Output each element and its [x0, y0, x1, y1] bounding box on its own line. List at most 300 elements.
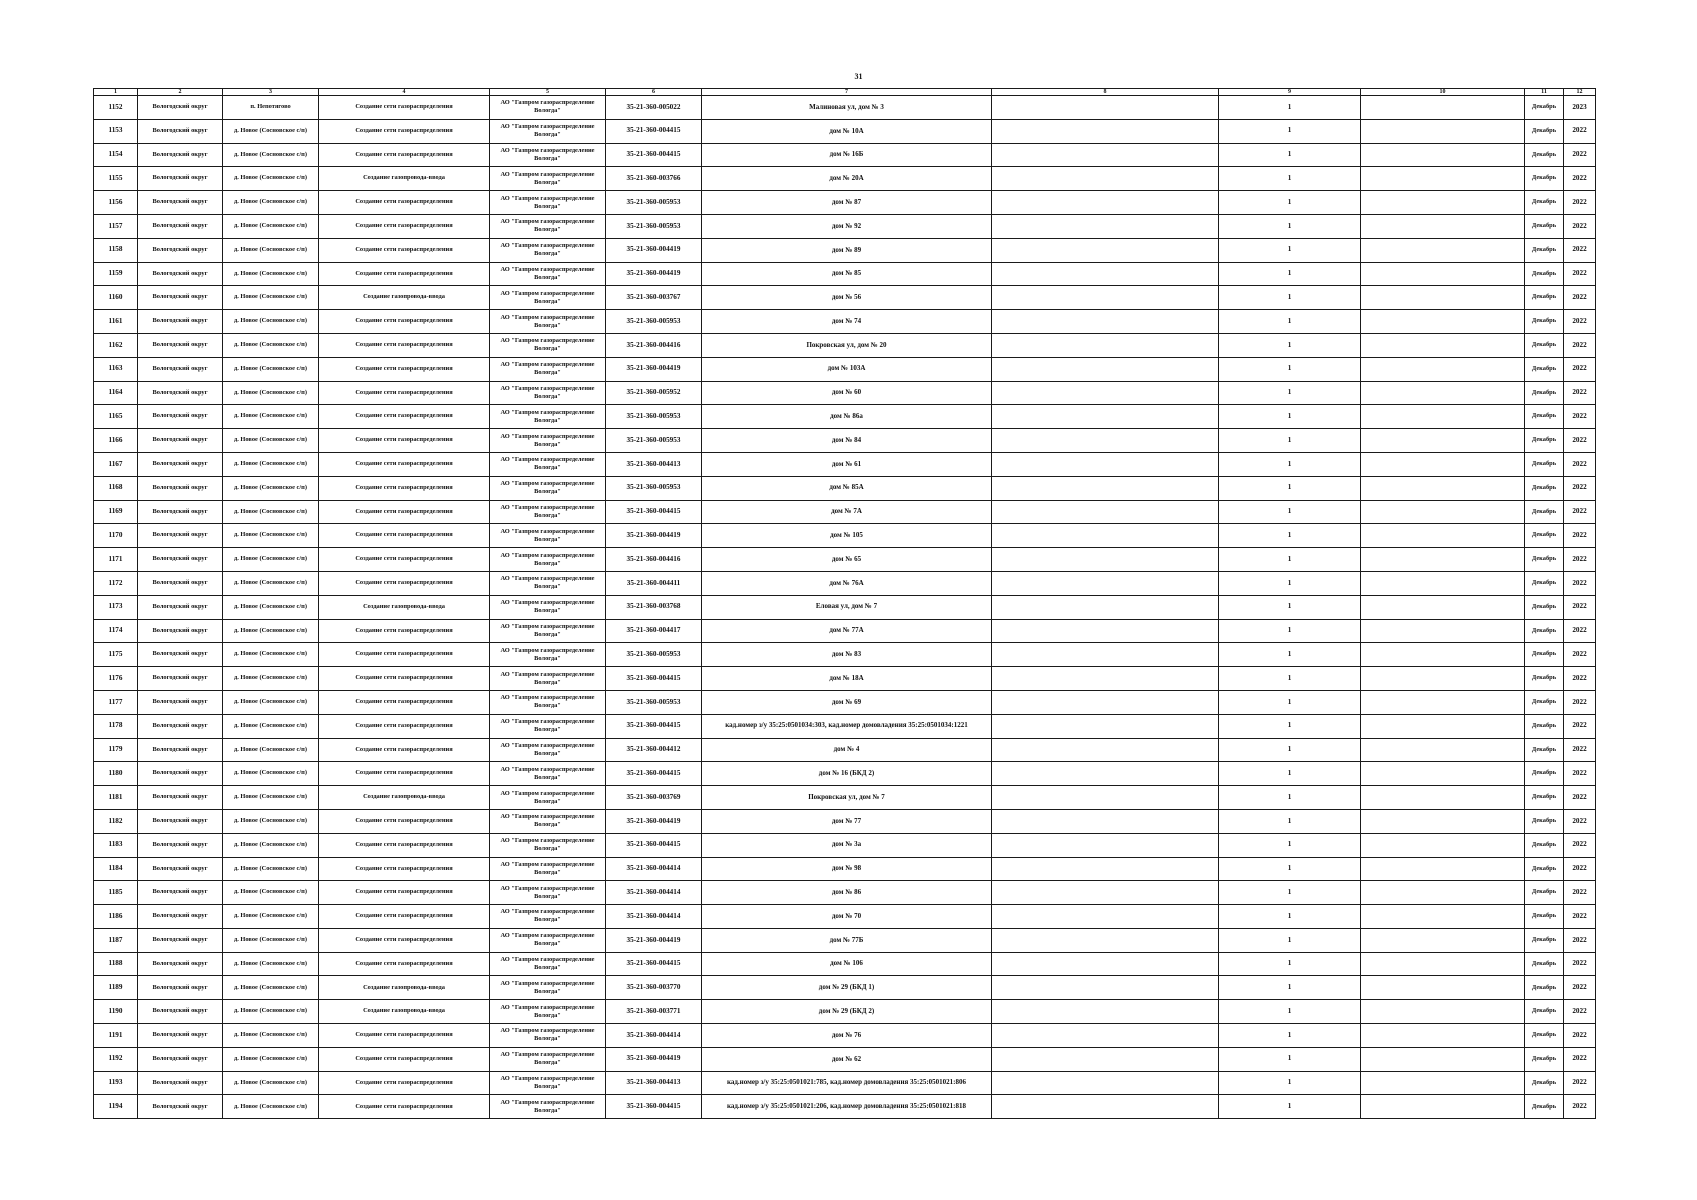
quantity-cell: 1 [1219, 238, 1361, 262]
address-cell: дом № 85 [702, 262, 992, 286]
empty-cell [1361, 548, 1525, 572]
column-number: 12 [1564, 89, 1596, 96]
row-number: 1166 [94, 429, 138, 453]
empty-cell [1361, 357, 1525, 381]
settlement-cell: д. Новое (Сосновское с/п) [223, 262, 319, 286]
empty-cell [1361, 738, 1525, 762]
month-cell: Декабрь [1525, 238, 1564, 262]
work-type-cell: Создание сети газораспределения [319, 809, 490, 833]
address-cell: дом № 87 [702, 191, 992, 215]
owner-cell: АО "Газпром газораспределение Вологда" [490, 786, 606, 810]
object-code-cell: 35-21-360-004413 [606, 1071, 702, 1095]
owner-cell: АО "Газпром газораспределение Вологда" [490, 762, 606, 786]
address-cell: дом № 20А [702, 167, 992, 191]
owner-cell: АО "Газпром газораспределение Вологда" [490, 262, 606, 286]
year-cell: 2022 [1564, 643, 1596, 667]
work-type-cell: Создание сети газораспределения [319, 548, 490, 572]
row-number: 1182 [94, 809, 138, 833]
row-number: 1167 [94, 452, 138, 476]
empty-cell [1361, 500, 1525, 524]
row-number: 1171 [94, 548, 138, 572]
object-code-cell: 35-21-360-004419 [606, 357, 702, 381]
empty-cell [992, 262, 1219, 286]
year-cell: 2022 [1564, 500, 1596, 524]
table-row [94, 857, 1596, 881]
year-cell: 2022 [1564, 405, 1596, 429]
owner-cell: АО "Газпром газораспределение Вологда" [490, 928, 606, 952]
table-row [94, 952, 1596, 976]
work-type-cell: Создание сети газораспределения [319, 762, 490, 786]
object-code-cell: 35-21-360-005953 [606, 476, 702, 500]
quantity-cell: 1 [1219, 429, 1361, 453]
table-row [94, 809, 1596, 833]
settlement-cell: д. Новое (Сосновское с/п) [223, 643, 319, 667]
owner-cell: АО "Газпром газораспределение Вологда" [490, 476, 606, 500]
table-row [94, 714, 1596, 738]
object-code-cell: 35-21-360-005953 [606, 405, 702, 429]
column-number: 8 [992, 89, 1219, 96]
empty-cell [1361, 571, 1525, 595]
owner-cell: АО "Газпром газораспределение Вологда" [490, 690, 606, 714]
table-row [94, 619, 1596, 643]
address-cell: дом № 69 [702, 690, 992, 714]
owner-cell: АО "Газпром газораспределение Вологда" [490, 524, 606, 548]
empty-cell [992, 191, 1219, 215]
work-type-cell: Создание сети газораспределения [319, 690, 490, 714]
work-type-cell: Создание сети газораспределения [319, 191, 490, 215]
year-cell: 2022 [1564, 738, 1596, 762]
year-cell: 2022 [1564, 1095, 1596, 1119]
work-type-cell: Создание газопровода-ввода [319, 976, 490, 1000]
object-code-cell: 35-21-360-004412 [606, 738, 702, 762]
empty-cell [992, 928, 1219, 952]
owner-cell: АО "Газпром газораспределение Вологда" [490, 905, 606, 929]
month-cell: Декабрь [1525, 381, 1564, 405]
work-type-cell: Создание сети газораспределения [319, 667, 490, 691]
object-code-cell: 35-21-360-004415 [606, 762, 702, 786]
owner-cell: АО "Газпром газораспределение Вологда" [490, 1071, 606, 1095]
empty-cell [1361, 690, 1525, 714]
work-type-cell: Создание газопровода-ввода [319, 786, 490, 810]
table-row [94, 1071, 1596, 1095]
empty-cell [992, 1095, 1219, 1119]
work-type-cell: Создание сети газораспределения [319, 619, 490, 643]
work-type-cell: Создание сети газораспределения [319, 405, 490, 429]
address-cell: дом № 84 [702, 429, 992, 453]
year-cell: 2022 [1564, 976, 1596, 1000]
table-row [94, 191, 1596, 215]
empty-cell [992, 476, 1219, 500]
quantity-cell: 1 [1219, 690, 1361, 714]
year-cell: 2022 [1564, 857, 1596, 881]
table-row [94, 786, 1596, 810]
work-type-cell: Создание сети газораспределения [319, 381, 490, 405]
year-cell: 2022 [1564, 381, 1596, 405]
district-cell: Вологодский округ [138, 714, 223, 738]
quantity-cell: 1 [1219, 96, 1361, 120]
table-row [94, 262, 1596, 286]
row-number: 1164 [94, 381, 138, 405]
address-cell: дом № 77Б [702, 928, 992, 952]
settlement-cell: д. Новое (Сосновское с/п) [223, 976, 319, 1000]
district-cell: Вологодский округ [138, 619, 223, 643]
empty-cell [1361, 1024, 1525, 1048]
month-cell: Декабрь [1525, 143, 1564, 167]
district-cell: Вологодский округ [138, 976, 223, 1000]
quantity-cell: 1 [1219, 452, 1361, 476]
work-type-cell: Создание сети газораспределения [319, 643, 490, 667]
quantity-cell: 1 [1219, 191, 1361, 215]
empty-cell [992, 214, 1219, 238]
address-cell: дом № 83 [702, 643, 992, 667]
table-row [94, 96, 1596, 120]
quantity-cell: 1 [1219, 619, 1361, 643]
district-cell: Вологодский округ [138, 167, 223, 191]
row-number: 1186 [94, 905, 138, 929]
object-code-cell: 35-21-360-003768 [606, 595, 702, 619]
settlement-cell: д. Новое (Сосновское с/п) [223, 429, 319, 453]
settlement-cell: д. Новое (Сосновское с/п) [223, 738, 319, 762]
month-cell: Декабрь [1525, 595, 1564, 619]
district-cell: Вологодский округ [138, 405, 223, 429]
year-cell: 2022 [1564, 595, 1596, 619]
address-cell: дом № 77 [702, 809, 992, 833]
work-type-cell: Создание газопровода-ввода [319, 286, 490, 310]
quantity-cell: 1 [1219, 762, 1361, 786]
row-number: 1178 [94, 714, 138, 738]
empty-cell [1361, 833, 1525, 857]
table-row [94, 1024, 1596, 1048]
empty-cell [992, 119, 1219, 143]
empty-cell [992, 333, 1219, 357]
settlement-cell: д. Новое (Сосновское с/п) [223, 548, 319, 572]
district-cell: Вологодский округ [138, 96, 223, 120]
table-row [94, 976, 1596, 1000]
settlement-cell: д. Новое (Сосновское с/п) [223, 714, 319, 738]
table-row [94, 524, 1596, 548]
owner-cell: АО "Газпром газораспределение Вологда" [490, 1095, 606, 1119]
address-cell: дом № 62 [702, 1047, 992, 1071]
row-number: 1157 [94, 214, 138, 238]
district-cell: Вологодский округ [138, 191, 223, 215]
district-cell: Вологодский округ [138, 452, 223, 476]
district-cell: Вологодский округ [138, 1095, 223, 1119]
work-type-cell: Создание сети газораспределения [319, 1071, 490, 1095]
table-row [94, 881, 1596, 905]
row-number: 1161 [94, 310, 138, 334]
settlement-cell: д. Новое (Сосновское с/п) [223, 167, 319, 191]
settlement-cell: д. Новое (Сосновское с/п) [223, 857, 319, 881]
settlement-cell: д. Новое (Сосновское с/п) [223, 1024, 319, 1048]
owner-cell: АО "Газпром газораспределение Вологда" [490, 571, 606, 595]
object-code-cell: 35-21-360-003766 [606, 167, 702, 191]
row-number: 1156 [94, 191, 138, 215]
address-cell: дом № 16Б [702, 143, 992, 167]
row-number: 1175 [94, 643, 138, 667]
owner-cell: АО "Газпром газораспределение Вологда" [490, 738, 606, 762]
owner-cell: АО "Газпром газораспределение Вологда" [490, 429, 606, 453]
object-code-cell: 35-21-360-004415 [606, 500, 702, 524]
quantity-cell: 1 [1219, 524, 1361, 548]
row-number: 1165 [94, 405, 138, 429]
table-row [94, 429, 1596, 453]
work-type-cell: Создание сети газораспределения [319, 500, 490, 524]
district-cell: Вологодский округ [138, 214, 223, 238]
owner-cell: АО "Газпром газораспределение Вологда" [490, 357, 606, 381]
quantity-cell: 1 [1219, 310, 1361, 334]
object-code-cell: 35-21-360-004419 [606, 238, 702, 262]
table-row [94, 643, 1596, 667]
month-cell: Декабрь [1525, 667, 1564, 691]
year-cell: 2022 [1564, 1000, 1596, 1024]
owner-cell: АО "Газпром газораспределение Вологда" [490, 833, 606, 857]
work-type-cell: Создание сети газораспределения [319, 857, 490, 881]
quantity-cell: 1 [1219, 905, 1361, 929]
empty-cell [992, 310, 1219, 334]
empty-cell [992, 167, 1219, 191]
table-row [94, 1047, 1596, 1071]
row-number: 1179 [94, 738, 138, 762]
work-type-cell: Создание сети газораспределения [319, 333, 490, 357]
month-cell: Декабрь [1525, 476, 1564, 500]
empty-cell [1361, 238, 1525, 262]
settlement-cell: д. Новое (Сосновское с/п) [223, 1071, 319, 1095]
address-cell: дом № 10А [702, 119, 992, 143]
object-code-cell: 35-21-360-003771 [606, 1000, 702, 1024]
owner-cell: АО "Газпром газораспределение Вологда" [490, 857, 606, 881]
settlement-cell: д. Новое (Сосновское с/п) [223, 667, 319, 691]
empty-cell [992, 690, 1219, 714]
empty-cell [1361, 214, 1525, 238]
month-cell: Декабрь [1525, 571, 1564, 595]
table-row [94, 452, 1596, 476]
empty-cell [992, 1047, 1219, 1071]
object-code-cell: 35-21-360-004414 [606, 857, 702, 881]
district-cell: Вологодский округ [138, 381, 223, 405]
row-number: 1194 [94, 1095, 138, 1119]
owner-cell: АО "Газпром газораспределение Вологда" [490, 595, 606, 619]
row-number: 1191 [94, 1024, 138, 1048]
month-cell: Декабрь [1525, 833, 1564, 857]
settlement-cell: д. Новое (Сосновское с/п) [223, 524, 319, 548]
empty-cell [1361, 262, 1525, 286]
address-cell: кад.номер з/у 35:25:0501034:303, кад.номер домовладения 35:25:0501034:1221 [702, 714, 992, 738]
settlement-cell: д. Новое (Сосновское с/п) [223, 928, 319, 952]
empty-cell [992, 833, 1219, 857]
year-cell: 2022 [1564, 667, 1596, 691]
object-code-cell: 35-21-360-004415 [606, 833, 702, 857]
column-number: 4 [319, 89, 490, 96]
owner-cell: АО "Газпром газораспределение Вологда" [490, 1047, 606, 1071]
object-code-cell: 35-21-360-004415 [606, 1095, 702, 1119]
table-row [94, 595, 1596, 619]
owner-cell: АО "Газпром газораспределение Вологда" [490, 167, 606, 191]
object-code-cell: 35-21-360-004414 [606, 1024, 702, 1048]
empty-cell [992, 548, 1219, 572]
address-cell: кад.номер з/у 35:25:0501021:785, кад.номер домовладения 35:25:0501021:806 [702, 1071, 992, 1095]
owner-cell: АО "Газпром газораспределение Вологда" [490, 881, 606, 905]
work-type-cell: Создание сети газораспределения [319, 429, 490, 453]
object-code-cell: 35-21-360-005953 [606, 429, 702, 453]
address-cell: дом № 3а [702, 833, 992, 857]
address-cell: дом № 61 [702, 452, 992, 476]
object-code-cell: 35-21-360-004417 [606, 619, 702, 643]
month-cell: Декабрь [1525, 286, 1564, 310]
object-code-cell: 35-21-360-004415 [606, 667, 702, 691]
quantity-cell: 1 [1219, 548, 1361, 572]
district-cell: Вологодский округ [138, 690, 223, 714]
quantity-cell: 1 [1219, 952, 1361, 976]
object-code-cell: 35-21-360-004416 [606, 548, 702, 572]
empty-cell [992, 857, 1219, 881]
row-number: 1154 [94, 143, 138, 167]
district-cell: Вологодский округ [138, 1024, 223, 1048]
quantity-cell: 1 [1219, 1095, 1361, 1119]
quantity-cell: 1 [1219, 1071, 1361, 1095]
work-type-cell: Создание сети газораспределения [319, 928, 490, 952]
object-code-cell: 35-21-360-004419 [606, 524, 702, 548]
year-cell: 2022 [1564, 833, 1596, 857]
month-cell: Декабрь [1525, 119, 1564, 143]
settlement-cell: д. Новое (Сосновское с/п) [223, 500, 319, 524]
quantity-cell: 1 [1219, 667, 1361, 691]
quantity-cell: 1 [1219, 405, 1361, 429]
district-cell: Вологодский округ [138, 595, 223, 619]
month-cell: Декабрь [1525, 738, 1564, 762]
month-cell: Декабрь [1525, 905, 1564, 929]
empty-cell [992, 96, 1219, 120]
settlement-cell: д. Новое (Сосновское с/п) [223, 905, 319, 929]
address-cell: дом № 56 [702, 286, 992, 310]
district-cell: Вологодский округ [138, 571, 223, 595]
address-cell: дом № 92 [702, 214, 992, 238]
year-cell: 2022 [1564, 452, 1596, 476]
table-row [94, 310, 1596, 334]
year-cell: 2022 [1564, 167, 1596, 191]
quantity-cell: 1 [1219, 1024, 1361, 1048]
settlement-cell: д. Новое (Сосновское с/п) [223, 1047, 319, 1071]
district-cell: Вологодский округ [138, 143, 223, 167]
empty-cell [1361, 952, 1525, 976]
settlement-cell: д. Новое (Сосновское с/п) [223, 333, 319, 357]
work-type-cell: Создание газопровода-ввода [319, 167, 490, 191]
settlement-cell: д. Новое (Сосновское с/п) [223, 786, 319, 810]
empty-cell [1361, 762, 1525, 786]
settlement-cell: д. Новое (Сосновское с/п) [223, 809, 319, 833]
year-cell: 2022 [1564, 1047, 1596, 1071]
owner-cell: АО "Газпром газораспределение Вологда" [490, 143, 606, 167]
settlement-cell: п. Непотягово [223, 96, 319, 120]
empty-cell [992, 881, 1219, 905]
month-cell: Декабрь [1525, 643, 1564, 667]
column-number: 7 [702, 89, 992, 96]
year-cell: 2022 [1564, 524, 1596, 548]
quantity-cell: 1 [1219, 1000, 1361, 1024]
empty-cell [992, 1071, 1219, 1095]
quantity-cell: 1 [1219, 738, 1361, 762]
empty-cell [1361, 119, 1525, 143]
district-cell: Вологодский округ [138, 524, 223, 548]
object-code-cell: 35-21-360-003767 [606, 286, 702, 310]
empty-cell [1361, 452, 1525, 476]
empty-cell [1361, 476, 1525, 500]
address-cell: дом № 76А [702, 571, 992, 595]
work-type-cell: Создание газопровода-ввода [319, 595, 490, 619]
empty-cell [1361, 405, 1525, 429]
empty-cell [1361, 595, 1525, 619]
year-cell: 2022 [1564, 714, 1596, 738]
column-number: 6 [606, 89, 702, 96]
empty-cell [1361, 1047, 1525, 1071]
district-cell: Вологодский округ [138, 857, 223, 881]
district-cell: Вологодский округ [138, 238, 223, 262]
address-cell: дом № 18А [702, 667, 992, 691]
settlement-cell: д. Новое (Сосновское с/п) [223, 1000, 319, 1024]
owner-cell: АО "Газпром газораспределение Вологда" [490, 809, 606, 833]
empty-cell [992, 976, 1219, 1000]
address-cell: Малиновая ул, дом № 3 [702, 96, 992, 120]
table-row [94, 167, 1596, 191]
month-cell: Декабрь [1525, 714, 1564, 738]
empty-cell [992, 595, 1219, 619]
district-cell: Вологодский округ [138, 429, 223, 453]
work-type-cell: Создание сети газораспределения [319, 881, 490, 905]
row-number: 1160 [94, 286, 138, 310]
empty-cell [1361, 619, 1525, 643]
column-number: 3 [223, 89, 319, 96]
month-cell: Декабрь [1525, 786, 1564, 810]
empty-cell [1361, 786, 1525, 810]
year-cell: 2022 [1564, 548, 1596, 572]
owner-cell: АО "Газпром газораспределение Вологда" [490, 976, 606, 1000]
year-cell: 2022 [1564, 905, 1596, 929]
settlement-cell: д. Новое (Сосновское с/п) [223, 1095, 319, 1119]
owner-cell: АО "Газпром газораспределение Вологда" [490, 214, 606, 238]
year-cell: 2022 [1564, 119, 1596, 143]
table-row [94, 286, 1596, 310]
row-number: 1192 [94, 1047, 138, 1071]
owner-cell: АО "Газпром газораспределение Вологда" [490, 619, 606, 643]
quantity-cell: 1 [1219, 381, 1361, 405]
year-cell: 2022 [1564, 1024, 1596, 1048]
settlement-cell: д. Новое (Сосновское с/п) [223, 619, 319, 643]
object-code-cell: 35-21-360-004414 [606, 881, 702, 905]
table-row [94, 119, 1596, 143]
row-number: 1152 [94, 96, 138, 120]
empty-cell [992, 429, 1219, 453]
month-cell: Декабрь [1525, 548, 1564, 572]
district-cell: Вологодский округ [138, 476, 223, 500]
table-row [94, 1095, 1596, 1119]
address-cell: дом № 105 [702, 524, 992, 548]
empty-cell [1361, 905, 1525, 929]
table-row [94, 500, 1596, 524]
empty-cell [1361, 333, 1525, 357]
quantity-cell: 1 [1219, 928, 1361, 952]
work-type-cell: Создание сети газораспределения [319, 238, 490, 262]
empty-cell [992, 952, 1219, 976]
address-cell: дом № 86а [702, 405, 992, 429]
empty-cell [1361, 381, 1525, 405]
column-number: 9 [1219, 89, 1361, 96]
month-cell: Декабрь [1525, 452, 1564, 476]
empty-cell [992, 714, 1219, 738]
settlement-cell: д. Новое (Сосновское с/п) [223, 214, 319, 238]
work-type-cell: Создание сети газораспределения [319, 452, 490, 476]
year-cell: 2022 [1564, 357, 1596, 381]
settlement-cell: д. Новое (Сосновское с/п) [223, 952, 319, 976]
row-number: 1169 [94, 500, 138, 524]
